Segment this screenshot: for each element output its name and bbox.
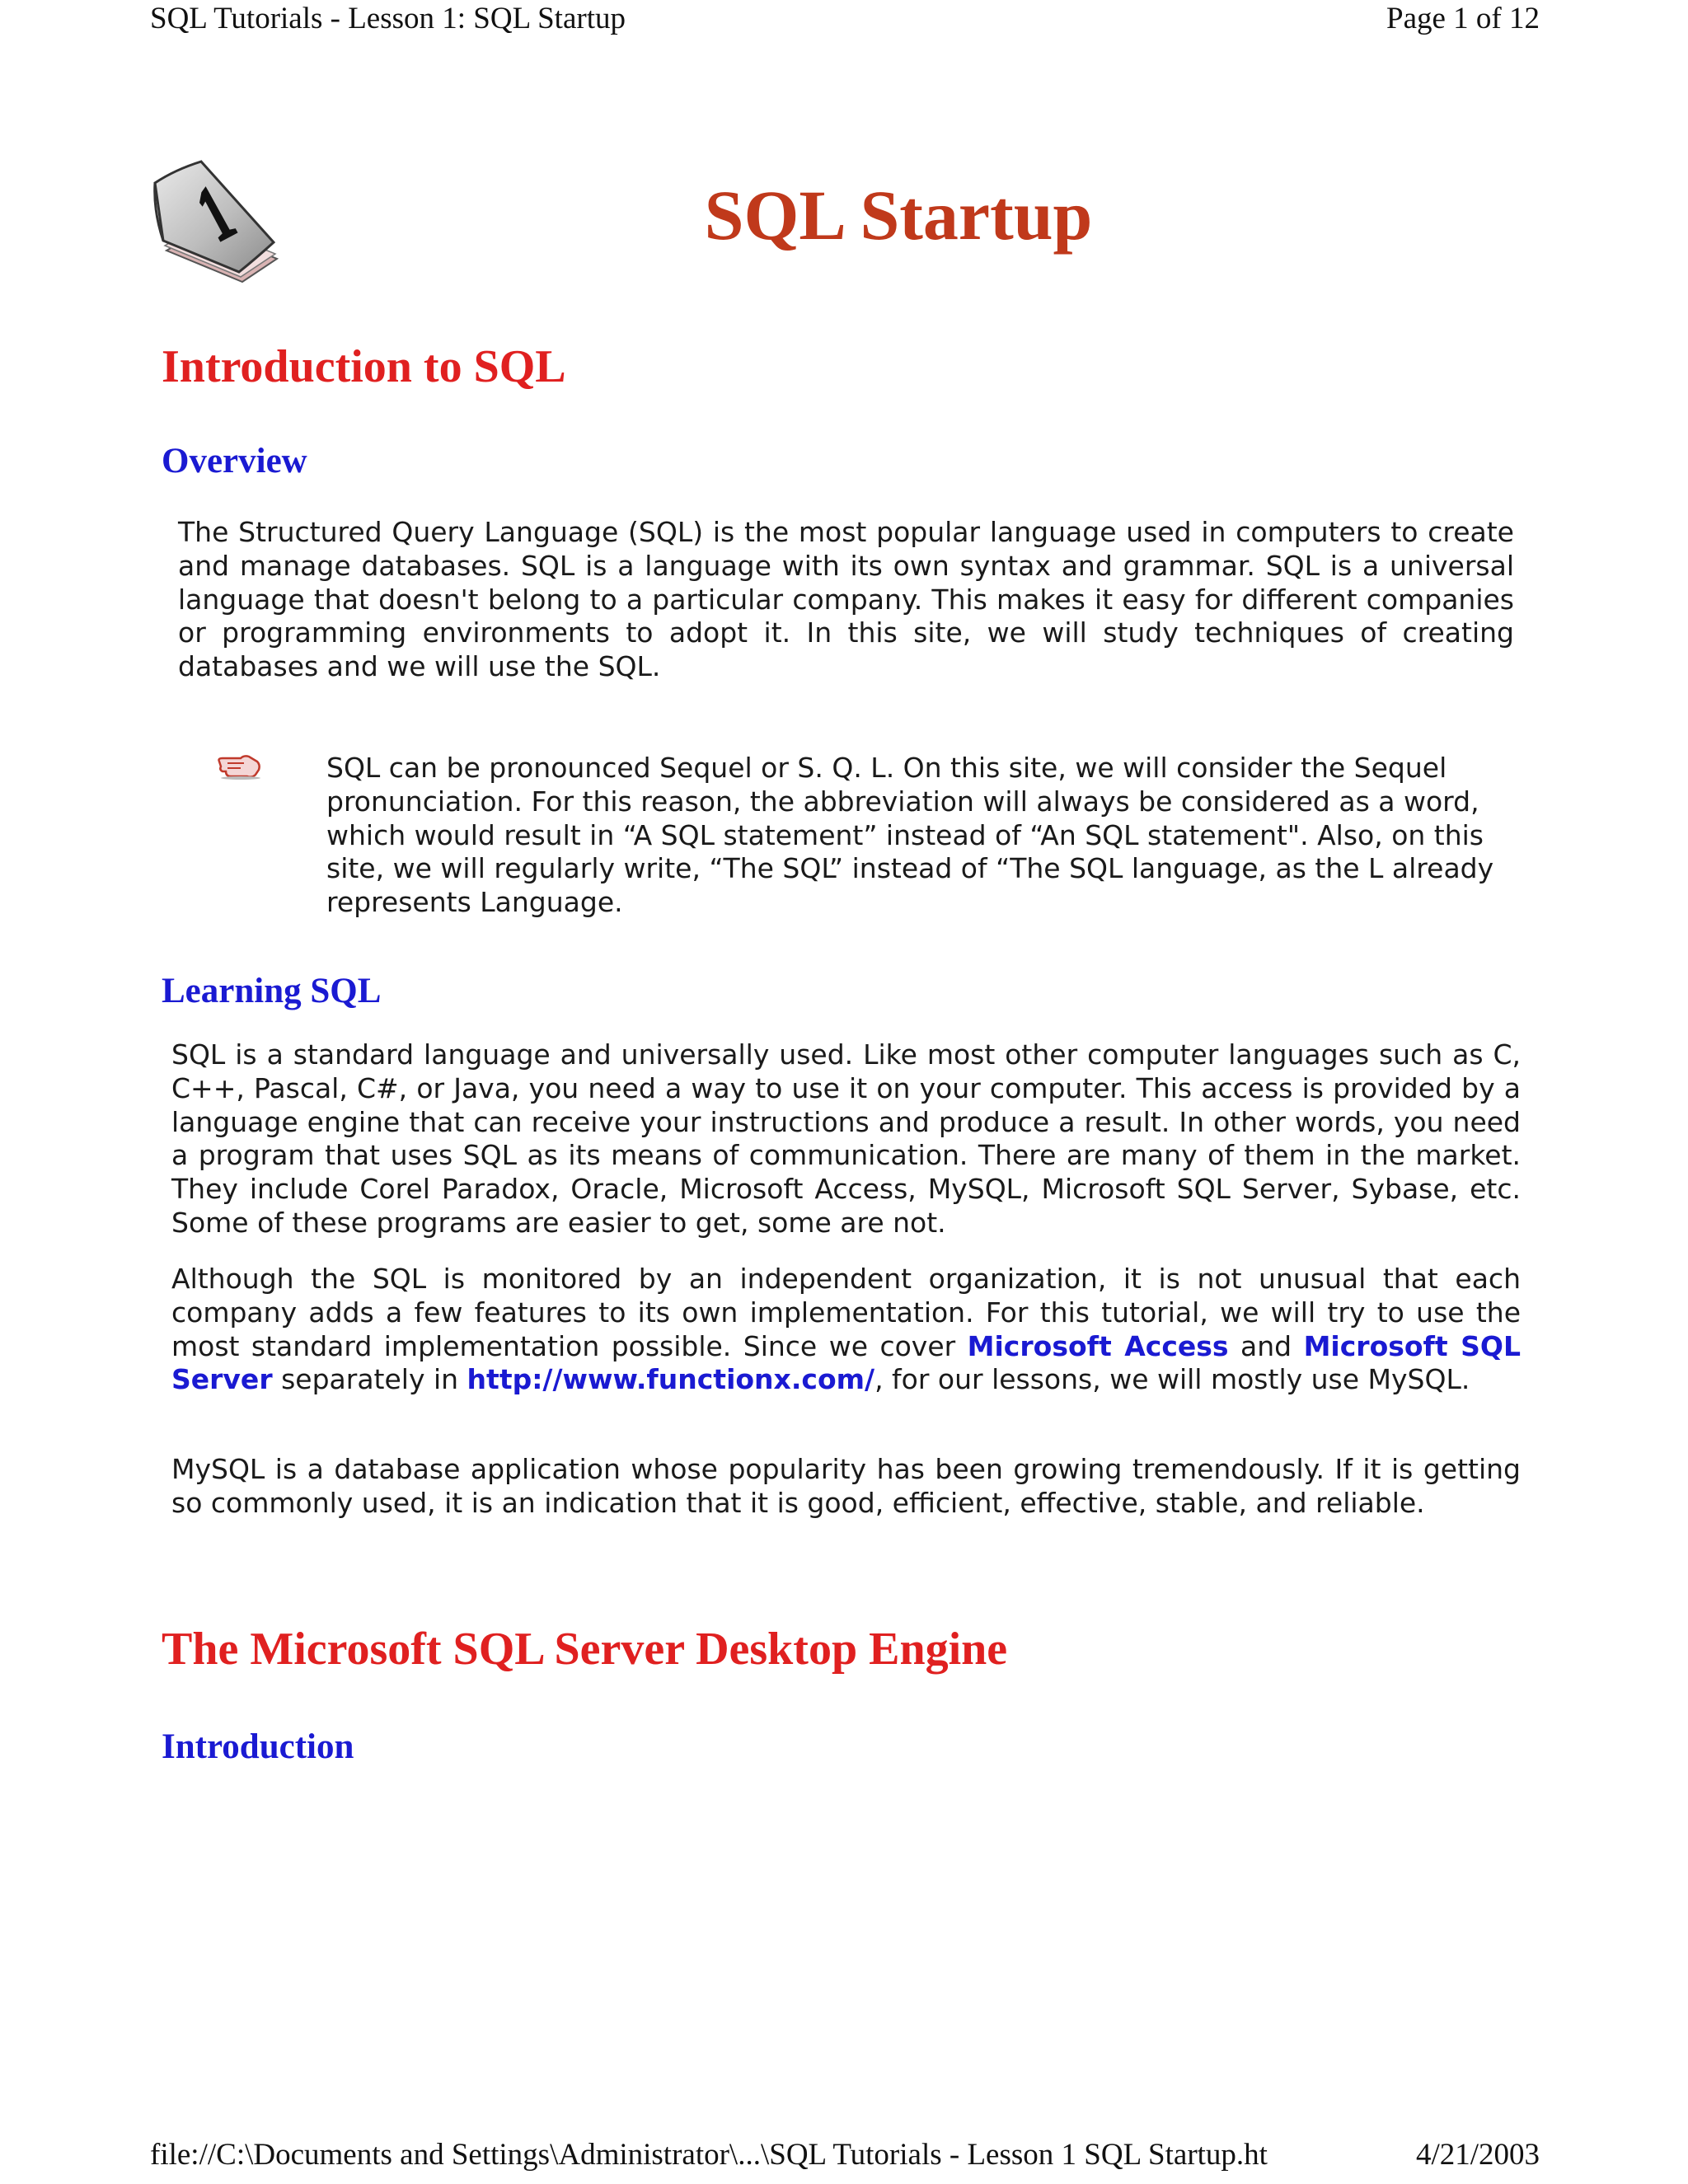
learning-paragraph-3: MySQL is a database application whose popularity has been growing tremendously. If it is getting so commonly used, it is an indication that it is good, efficient, effective, stable, and reliable. <box>171 1453 1521 1519</box>
book-icon <box>150 153 282 285</box>
subheading-introduction: Introduction <box>162 1727 354 1766</box>
footer-date: 4/21/2003 <box>1415 2138 1540 2172</box>
pronunciation-note: SQL can be pronounced Sequel or S. Q. L. On this site, we will consider the Sequel pronunciation. For this reason, the abbreviation will always be considered as a word, which would result in “A SQL statement” instead of “An SQL statement". Also, on this site, we will regularly write, “The SQL” instead of “The SQL language, as the L already represents Language. <box>326 752 1494 919</box>
link-microsoft-sql-server[interactable]: Microsoft SQL Server <box>171 1329 1521 1396</box>
subheading-learning-sql: Learning SQL <box>162 972 382 1010</box>
section-heading-introduction: Introduction to SQL <box>162 341 566 392</box>
header-page-number: Page 1 of 12 <box>1386 2 1540 35</box>
link-functionx[interactable]: http://www.functionx.com/ <box>467 1363 875 1396</box>
print-header <box>150 0 1540 38</box>
learning-p2-text-2: and <box>1228 1329 1304 1362</box>
learning-paragraph-1: SQL is a standard language and universally used. Like most other computer languages such as C, C++, Pascal, C#, or Java, you need a way to use it on your computer. This access is provided by a language engine that can receive your instructions and produce a result. In other words, you need a program that uses SQL as its means of communication. There are many of them in the market. They include Corel Paradox, Oracle, Microsoft Access, MySQL, Microsoft SQL Server, Sybase, etc. Some of these programs are easier to get, some are not. <box>171 1038 1521 1239</box>
learning-p2-text-1: Although the SQL is monitored by an independent organization, it is not unusual that each company adds a few features to its own implementation. For this tutorial, we will try to use the most standard implementation possible. Since we cover <box>171 1263 1521 1362</box>
print-footer <box>150 2136 1540 2174</box>
learning-p2-text-3: separately in <box>272 1363 467 1396</box>
section-heading-desktop-engine: The Microsoft SQL Server Desktop Engine <box>162 1624 1008 1675</box>
header-document-title: SQL Tutorials - Lesson 1: SQL Startup <box>150 2 626 35</box>
learning-p2-text-4: , for our lessons, we will mostly use MySQL. <box>874 1363 1470 1396</box>
overview-paragraph: The Structured Query Language (SQL) is the most popular language used in computers to create and manage databases. SQL is a language with its own syntax and grammar. SQL is a universal language that doesn't belong to a particular company. This makes it easy for different companies or programming environments to adopt it. In this site, we will study techniques of creating databases and we will use the SQL. <box>178 516 1514 683</box>
footer-file-path: file://C:\Documents and Settings\Administrator\...\SQL Tutorials - Lesson 1 SQL Startup.ht <box>150 2138 1268 2172</box>
subheading-overview: Overview <box>162 442 307 480</box>
link-microsoft-access[interactable]: Microsoft Access <box>967 1329 1229 1362</box>
learning-paragraph-2 <box>171 1263 1521 1397</box>
pointing-hand-icon <box>216 752 265 780</box>
page-title: SQL Startup <box>704 176 1093 255</box>
